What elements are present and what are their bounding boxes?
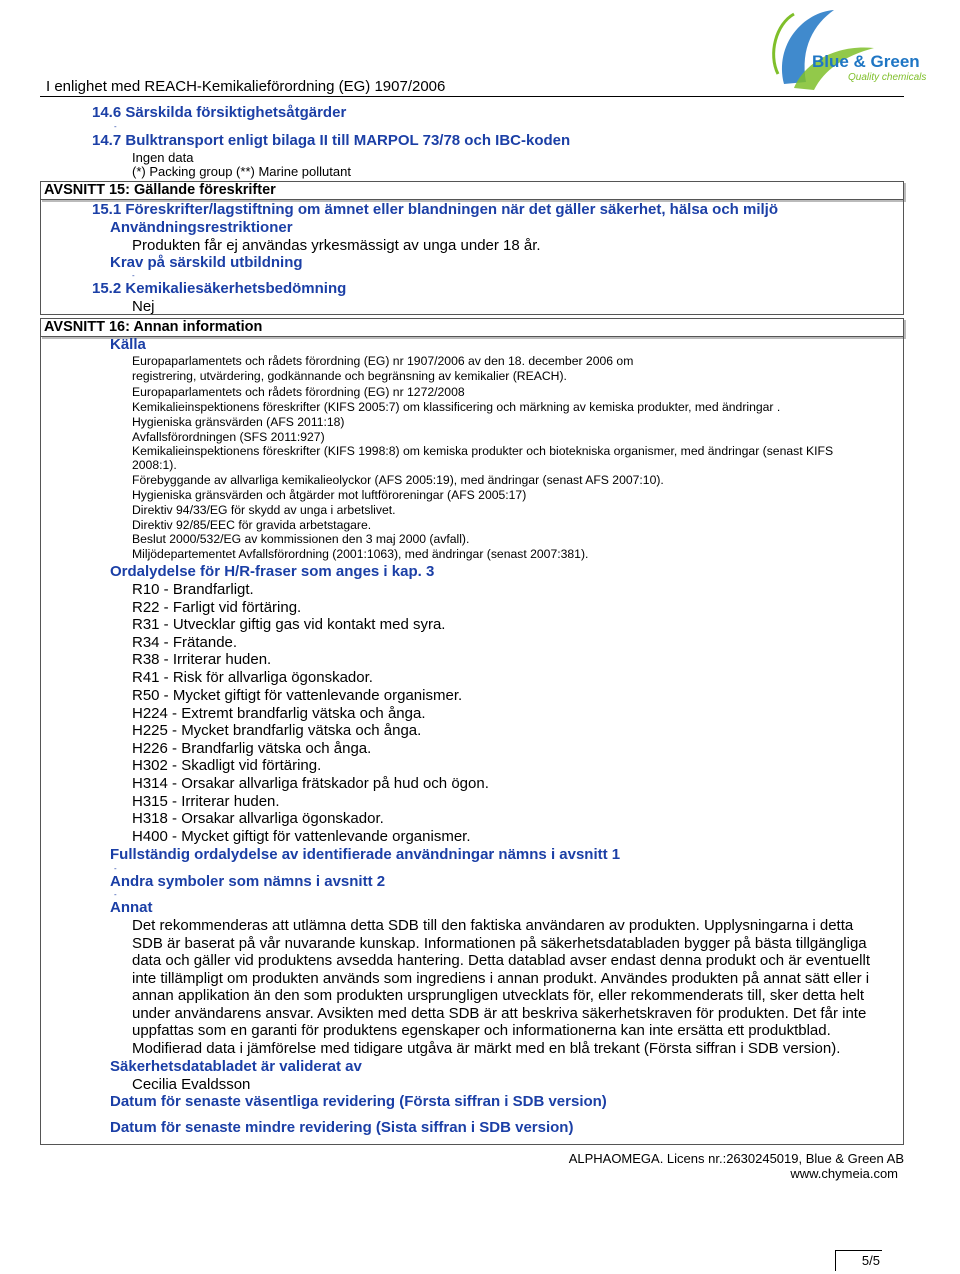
phrase-line: R41 - Risk för allvarliga ögonskador. [132,669,373,686]
other-line: inte tillämpligt om produkten används som ingrediens i annan produkt. Användes produkten på annat sätt eller i [132,970,870,987]
assessment-value: Nej [132,298,155,315]
phrase-line: R31 - Utvecklar giftig gas vid kontakt med syra. [132,616,446,633]
source-line: Avfallsförordningen (SFS 2011:927) [132,430,325,444]
validated-by: Cecilia Evaldsson [132,1076,251,1093]
bullet-dot: - [114,890,117,899]
source-line: Direktiv 92/85/EEC för gravida arbetstagare. [132,518,372,532]
training-label: Krav på särskild utbildning [110,254,303,271]
phrase-line: H318 - Orsakar allvarliga ögonskador. [132,810,384,827]
regulation-header: I enlighet med REACH-Kemikalieförordning (EG) 1907/2006 [46,78,446,95]
page-number: 5/5 [861,1253,880,1268]
phrase-line: H224 - Extremt brandfarlig vätska och ånga. [132,705,426,722]
source-line: Europaparlamentets och rådets förordning (EG) nr 1272/2008 [132,385,465,399]
validated-label: Säkerhetsdatabladet är validerat av [110,1058,362,1075]
source-label: Källa [110,336,146,353]
phrase-line: R22 - Farligt vid förtäring. [132,599,302,616]
footer-license: ALPHAOMEGA. Licens nr.:2630245019, Blue & Green AB [568,1151,904,1166]
heading-14-6: 14.6 Särskilda försiktighetsåtgärder [92,104,347,121]
phrase-line: H314 - Orsakar allvarliga frätskador på hud och ögon. [132,775,489,792]
source-line: Kemikalieinspektionens föreskrifter (KIFS 1998:8) om kemiska produkter och biotekniska organismer, med ändringar (senast KIFS [132,444,834,458]
phrase-line: H400 - Mycket giftigt för vattenlevande organismer. [132,828,471,845]
other-line: data och gäller vid produktens avsedda hantering. Detta datablad avser endast denna produkt och är eventuellt [132,952,870,969]
bullet-dot: - [114,122,117,131]
no-data-text: Ingen data [132,150,194,165]
major-revision-label: Datum för senaste väsentliga revidering (Första siffran i SDB version) [110,1093,607,1110]
other-line: SDB är baserat på vår nuvarande kunskap. Informationen på säkerhetsdatabladen bygger på bästa tillgängliga [132,935,867,952]
heading-14-7: 14.7 Bulktransport enligt bilaga II till MARPOL 73/78 och IBC-koden [92,132,571,149]
phrase-line: H225 - Mycket brandfarlig vätska och ånga. [132,722,422,739]
phrase-line: H315 - Irriterar huden. [132,793,280,810]
source-line: Kemikalieinspektionens föreskrifter (KIFS 2005:7) om klassificering och märkning av kemiska produkter, med ändringar . [132,400,781,414]
phrase-line: R38 - Irriterar huden. [132,651,272,668]
other-line: annan applikation än den som produkten ursprungligen utvecklats för, eller rekommenderats till, sker detta helt [132,987,865,1004]
phrase-line: H226 - Brandfarlig vätska och ånga. [132,740,372,757]
section-15-title: AVSNITT 15: Gällande föreskrifter [44,182,276,198]
section-16-title: AVSNITT 16: Annan information [44,319,263,335]
packing-note: (*) Packing group (**) Marine pollutant [132,164,351,179]
phrase-line: R10 - Brandfarligt. [132,581,254,598]
header-divider [40,96,904,97]
other-line: under användarens ansvar. Avsikten med detta SDB är att beskriva säkerhetskraven för produkten. Det får inte [132,1005,867,1022]
source-line: Miljödepartementet Avfallsförordning (2001:1063), med ändringar (senast 2007:381). [132,547,589,561]
footer-website: www.chymeia.com [790,1166,898,1181]
use-restrictions-text: Produkten får ej användas yrkesmässigt av unga under 18 år. [132,237,541,254]
source-line: Förebyggande av allvarliga kemikalieolyckor (AFS 2005:19), med ändringar (senast AFS 2007:10). [132,473,664,487]
hr-phrases-label: Ordalydelse för H/R-fraser som anges i kap. 3 [110,563,435,580]
source-line: Hygieniska gränsvärden och åtgärder mot luftföroreningar (AFS 2005:17) [132,488,527,502]
bullet-dot: - [114,864,117,873]
page-number-box [835,1250,882,1271]
company-logo [764,4,942,96]
identified-uses-label: Fullständig ordalydelse av identifierade användningar nämns i avsnitt 1 [110,846,621,863]
source-line: registrering, utvärdering, godkännande och begränsning av kemikalier (REACH). [132,369,567,383]
source-line: Beslut 2000/532/EG av kommissionen den 3 maj 2000 (avfall). [132,532,470,546]
other-label: Annat [110,899,153,916]
logo-text: Blue & Green [812,52,920,71]
source-line: Hygieniska gränsvärden (AFS 2011:18) [132,415,345,429]
phrase-line: R34 - Frätande. [132,634,238,651]
source-line: Direktiv 94/33/EG för skydd av unga i arbetslivet. [132,503,396,517]
other-line: Det rekommenderas att utlämna detta SDB till den faktiska användaren av produkten. Upplysningarna i detta [132,917,854,934]
use-restrictions-label: Användningsrestriktioner [110,219,293,236]
phrase-line: R50 - Mycket giftigt för vattenlevande organismer. [132,687,463,704]
logo-tagline: Quality chemicals [848,72,927,83]
section-16-bar [40,318,904,337]
heading-15-1: 15.1 Föreskrifter/lagstiftning om ämnet eller blandningen när det gäller säkerhet, hälsa och miljö [92,201,779,218]
other-line: uppfattas som en garanti för produktens egenskaper och informationerna kan inte ersätta ett produktblad. [132,1022,831,1039]
section-15-bar [40,181,904,200]
source-line: 2008:1). [132,458,177,472]
source-line: Europaparlamentets och rådets förordning (EG) nr 1907/2006 av den 18. december 2006 om [132,354,634,368]
phrase-line: H302 - Skadligt vid förtäring. [132,757,322,774]
heading-15-2: 15.2 Kemikaliesäkerhetsbedömning [92,280,347,297]
other-symbols-label: Andra symboler som nämns i avsnitt 2 [110,873,386,890]
minor-revision-label: Datum för senaste mindre revidering (Sista siffran i SDB version) [110,1119,574,1136]
bullet-dot: - [132,271,135,280]
other-line: Modifierad data i jämförelse med tidigare utgåva är märkt med en blå trekant (Första siffran i SDB version). [132,1040,841,1057]
